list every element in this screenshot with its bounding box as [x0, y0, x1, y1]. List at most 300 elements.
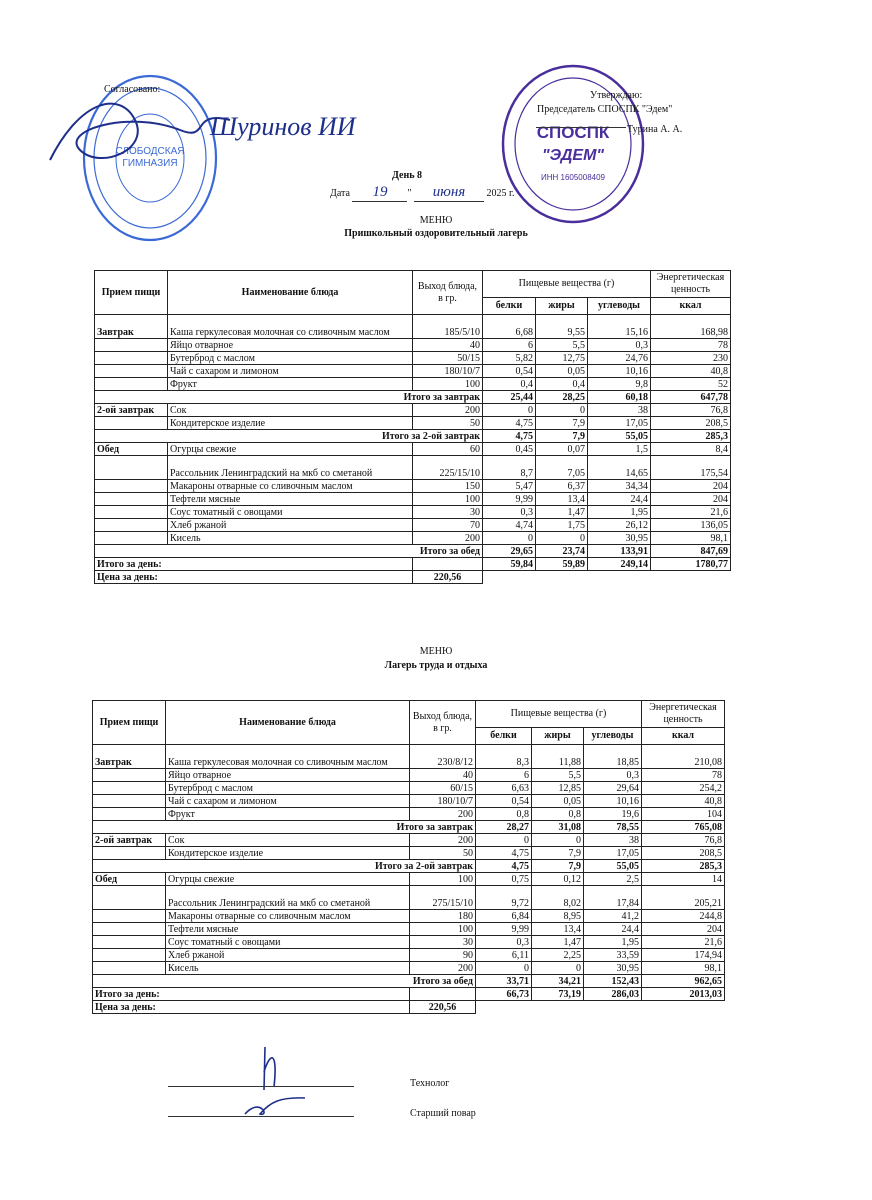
price-day-value: 220,56 [410, 1001, 476, 1014]
cell-yield: 100 [413, 378, 483, 391]
cell-carbs: 78,55 [584, 821, 642, 834]
cell-fat: 6,37 [536, 480, 588, 493]
cell-dish: Сок [166, 834, 410, 847]
cell-kcal: 230 [651, 352, 731, 365]
total-day-protein: 66,73 [476, 988, 532, 1001]
menu-table-1 [94, 270, 731, 584]
svg-text:ГИМНАЗИЯ: ГИМНАЗИЯ [122, 158, 178, 169]
cell-yield: 70 [413, 519, 483, 532]
cell-dish: Хлеб ржаной [166, 949, 410, 962]
col-meal: Прием пищи [95, 271, 168, 315]
cell-fat: 0 [536, 404, 588, 417]
cell-carbs: 34,34 [588, 480, 651, 493]
col-energy: Энергетическая ценность [651, 271, 731, 298]
cell-carbs: 1,95 [584, 936, 642, 949]
cell-yield: 60 [413, 443, 483, 456]
subtotal-label: Итого за завтрак [95, 391, 483, 404]
cell-protein: 0 [476, 834, 532, 847]
price-day-value: 220,56 [413, 571, 483, 584]
col-kcal: ккал [642, 728, 725, 745]
cell-kcal: 78 [642, 769, 725, 782]
cell-dish: Тефтели мясные [168, 493, 413, 506]
svg-text:ИНН 1605008409: ИНН 1605008409 [540, 173, 606, 182]
cell-fat: 5,5 [536, 339, 588, 352]
subtotal-label: Итого за завтрак [93, 821, 476, 834]
cell-carbs: 24,4 [588, 493, 651, 506]
cell-protein: 0 [476, 962, 532, 975]
subtotal-row [95, 391, 731, 404]
cell-yield: 230/8/12 [410, 745, 476, 769]
col-fat: жиры [532, 728, 584, 745]
subtotal-row [95, 545, 731, 558]
cell-kcal: 765,08 [642, 821, 725, 834]
table-row [95, 365, 731, 378]
cell-protein: 25,44 [483, 391, 536, 404]
cell-fat: 13,4 [536, 493, 588, 506]
cell-dish: Рассольник Ленинградский на мкб со сметаной [166, 886, 410, 910]
cell-dish: Рассольник Ленинградский на мкб со сметаной [168, 456, 413, 480]
total-day-carbs: 249,14 [588, 558, 651, 571]
cell-protein: 0,8 [476, 808, 532, 821]
cell-carbs: 1,5 [588, 443, 651, 456]
cell-yield: 50 [413, 417, 483, 430]
cell-yield: 50/15 [413, 352, 483, 365]
total-day-label: Итого за день: [95, 558, 413, 571]
svg-text:Шуринов ИИ: Шуринов ИИ [210, 112, 356, 141]
cell-meal [93, 808, 166, 821]
cell-meal [95, 378, 168, 391]
cell-kcal: 208,5 [642, 847, 725, 860]
cell-meal [95, 339, 168, 352]
table-row [93, 847, 725, 860]
cell-fat: 8,95 [532, 910, 584, 923]
table-row [93, 795, 725, 808]
table-row [93, 910, 725, 923]
cell-carbs: 55,05 [588, 430, 651, 443]
day-number: День 8 [392, 170, 422, 181]
approver-name: Турина А. А. [627, 124, 683, 135]
cell-kcal: 21,6 [651, 506, 731, 519]
cell-fat: 28,25 [536, 391, 588, 404]
cell-fat: 7,9 [532, 860, 584, 873]
table-row [95, 417, 731, 430]
table-row [93, 936, 725, 949]
cell-dish: Кисель [166, 962, 410, 975]
svg-text:"ЭДЕМ": "ЭДЕМ" [541, 147, 605, 164]
cell-meal [93, 886, 166, 910]
col-dish: Наименование блюда [166, 701, 410, 745]
menu-subtitle-1: Пришкольный оздоровительный лагерь [344, 228, 528, 239]
cell-meal: 2-ой завтрак [95, 404, 168, 417]
cell-kcal: 254,2 [642, 782, 725, 795]
cell-dish: Чай с сахаром и лимоном [166, 795, 410, 808]
cell-protein: 0,45 [483, 443, 536, 456]
col-carbs: углеводы [584, 728, 642, 745]
cell-carbs: 60,18 [588, 391, 651, 404]
cell-yield: 100 [413, 493, 483, 506]
cell-dish: Бутерброд с маслом [166, 782, 410, 795]
cell-dish: Соус томатный с овощами [168, 506, 413, 519]
cell-carbs: 29,64 [584, 782, 642, 795]
table-row [95, 443, 731, 456]
signature-cook [240, 1092, 310, 1122]
cell-carbs: 26,12 [588, 519, 651, 532]
cell-fat: 0,07 [536, 443, 588, 456]
menu-title-2: МЕНЮ [419, 646, 453, 657]
cell-kcal: 244,8 [642, 910, 725, 923]
cell-fat: 12,85 [532, 782, 584, 795]
subtotal-label: Итого за 2-ой завтрак [95, 430, 483, 443]
cell-fat: 23,74 [536, 545, 588, 558]
cell-fat: 9,55 [536, 315, 588, 339]
cell-meal [95, 532, 168, 545]
cell-protein: 4,75 [483, 430, 536, 443]
signature-technologist [250, 1042, 290, 1092]
cell-carbs: 0,3 [588, 339, 651, 352]
cell-fat: 1,75 [536, 519, 588, 532]
table-row [93, 782, 725, 795]
cell-kcal: 98,1 [642, 962, 725, 975]
approver-title: Председатель СПОСПК "Эдем" [537, 104, 673, 115]
svg-text:СПОСПК: СПОСПК [536, 123, 610, 142]
cell-kcal: 847,69 [651, 545, 731, 558]
cell-meal [93, 847, 166, 860]
col-yield: Выход блюда, в гр. [410, 701, 476, 745]
table-row [95, 506, 731, 519]
cell-protein: 0,75 [476, 873, 532, 886]
cell-fat: 1,47 [536, 506, 588, 519]
col-protein: белки [476, 728, 532, 745]
subtotal-label: Итого за обед [95, 545, 483, 558]
cell-dish: Фрукт [168, 378, 413, 391]
cell-protein: 4,75 [476, 860, 532, 873]
cell-yield: 50 [410, 847, 476, 860]
cell-kcal: 285,3 [642, 860, 725, 873]
total-day-carbs: 286,03 [584, 988, 642, 1001]
technologist-sign-line [168, 1086, 354, 1087]
cell-yield: 60/15 [410, 782, 476, 795]
cell-kcal: 104 [642, 808, 725, 821]
cell-kcal: 205,21 [642, 886, 725, 910]
cell-kcal: 204 [651, 493, 731, 506]
cell-yield: 185/5/10 [413, 315, 483, 339]
menu-table-2 [92, 700, 725, 1014]
subtotal-row [93, 821, 725, 834]
cell-yield: 100 [410, 873, 476, 886]
cell-kcal: 174,94 [642, 949, 725, 962]
cell-carbs: 17,84 [584, 886, 642, 910]
cell-carbs: 133,91 [588, 545, 651, 558]
cell-yield: 30 [410, 936, 476, 949]
cell-dish: Кондитерское изделие [166, 847, 410, 860]
cell-meal [95, 352, 168, 365]
cell-yield: 225/15/10 [413, 456, 483, 480]
cell-protein: 9,99 [476, 923, 532, 936]
col-nutrients: Пищевые вещества (г) [476, 701, 642, 728]
cell-protein: 6 [483, 339, 536, 352]
cell-dish: Тефтели мясные [166, 923, 410, 936]
cell-protein: 8,7 [483, 456, 536, 480]
cell-fat: 31,08 [532, 821, 584, 834]
cell-meal [95, 365, 168, 378]
cell-carbs: 2,5 [584, 873, 642, 886]
cell-yield: 200 [413, 532, 483, 545]
cell-kcal: 204 [651, 480, 731, 493]
col-meal: Прием пищи [93, 701, 166, 745]
cell-kcal: 76,8 [651, 404, 731, 417]
cell-carbs: 24,4 [584, 923, 642, 936]
cell-fat: 1,47 [532, 936, 584, 949]
svg-text:СЛОБОДСКАЯ: СЛОБОДСКАЯ [115, 146, 185, 157]
cell-kcal: 8,4 [651, 443, 731, 456]
approve-label: Утверждаю: [590, 90, 643, 101]
cell-protein: 4,75 [483, 417, 536, 430]
cell-dish: Огурцы свежие [166, 873, 410, 886]
table-row [95, 456, 731, 480]
cell-yield: 90 [410, 949, 476, 962]
cell-carbs: 33,59 [584, 949, 642, 962]
cell-fat: 12,75 [536, 352, 588, 365]
cell-carbs: 30,95 [588, 532, 651, 545]
subtotal-label: Итого за обед [93, 975, 476, 988]
cell-fat: 7,05 [536, 456, 588, 480]
cell-carbs: 18,85 [584, 745, 642, 769]
cell-carbs: 10,16 [588, 365, 651, 378]
cell-fat: 0,12 [532, 873, 584, 886]
cell-fat: 2,25 [532, 949, 584, 962]
cell-meal: 2-ой завтрак [93, 834, 166, 847]
cell-kcal: 78 [651, 339, 731, 352]
cell-dish: Бутерброд с маслом [168, 352, 413, 365]
cell-yield: 150 [413, 480, 483, 493]
technologist-label: Технолог [410, 1078, 450, 1089]
cell-fat: 11,88 [532, 745, 584, 769]
cell-protein: 4,75 [476, 847, 532, 860]
cell-kcal: 76,8 [642, 834, 725, 847]
table-row [93, 808, 725, 821]
cell-dish: Соус томатный с овощами [166, 936, 410, 949]
cell-kcal: 52 [651, 378, 731, 391]
cell-yield: 200 [413, 404, 483, 417]
cell-fat: 7,9 [536, 430, 588, 443]
cell-carbs: 14,65 [588, 456, 651, 480]
cell-kcal: 21,6 [642, 936, 725, 949]
cell-carbs: 10,16 [584, 795, 642, 808]
cell-yield: 200 [410, 834, 476, 847]
cell-fat: 0,05 [532, 795, 584, 808]
menu-subtitle-2: Лагерь труда и отдыха [384, 660, 488, 671]
cell-protein: 4,74 [483, 519, 536, 532]
cell-meal [93, 936, 166, 949]
cell-yield: 30 [413, 506, 483, 519]
cell-protein: 5,82 [483, 352, 536, 365]
cell-protein: 9,99 [483, 493, 536, 506]
col-carbs: углеводы [588, 298, 651, 315]
cell-meal: Завтрак [95, 315, 168, 339]
cell-protein: 28,27 [476, 821, 532, 834]
cell-fat: 8,02 [532, 886, 584, 910]
table-row [93, 886, 725, 910]
menu-title-1: МЕНЮ [419, 215, 453, 226]
col-yield: Выход блюда, в гр. [413, 271, 483, 315]
table-row [95, 519, 731, 532]
cell-protein: 9,72 [476, 886, 532, 910]
cell-carbs: 9,8 [588, 378, 651, 391]
cell-kcal: 175,54 [651, 456, 731, 480]
cell-kcal: 204 [642, 923, 725, 936]
cell-carbs: 0,3 [584, 769, 642, 782]
cell-carbs: 19,6 [584, 808, 642, 821]
cell-carbs: 38 [588, 404, 651, 417]
cell-dish: Каша геркулесовая молочная со сливочным маслом [166, 745, 410, 769]
cell-kcal: 962,65 [642, 975, 725, 988]
cell-kcal: 40,8 [642, 795, 725, 808]
cell-carbs: 24,76 [588, 352, 651, 365]
table-row [95, 315, 731, 339]
cell-yield: 40 [410, 769, 476, 782]
cell-protein: 33,71 [476, 975, 532, 988]
subtotal-row [93, 975, 725, 988]
table-row [95, 480, 731, 493]
table-row [93, 923, 725, 936]
cell-fat: 34,21 [532, 975, 584, 988]
cell-yield: 275/15/10 [410, 886, 476, 910]
cell-yield: 180/10/7 [410, 795, 476, 808]
price-day-label: Цена за день: [95, 571, 413, 584]
cell-yield: 200 [410, 808, 476, 821]
table-row [95, 378, 731, 391]
cook-sign-line [168, 1116, 354, 1117]
cell-meal [93, 949, 166, 962]
cell-meal [95, 506, 168, 519]
table-row [93, 949, 725, 962]
cell-meal [95, 493, 168, 506]
col-nutrients: Пищевые вещества (г) [483, 271, 651, 298]
cell-protein: 0,3 [476, 936, 532, 949]
cell-dish: Сок [168, 404, 413, 417]
cell-meal [95, 519, 168, 532]
cell-kcal: 136,05 [651, 519, 731, 532]
cell-protein: 0,4 [483, 378, 536, 391]
table-row [93, 873, 725, 886]
cell-yield: 180 [410, 910, 476, 923]
subtotal-row [95, 430, 731, 443]
date-line: Дата 19 " июня 2025 г. [330, 184, 515, 200]
cell-meal: Обед [93, 873, 166, 886]
cell-dish: Кондитерское изделие [168, 417, 413, 430]
cell-dish: Хлеб ржаной [168, 519, 413, 532]
cell-kcal: 208,5 [651, 417, 731, 430]
table-row [93, 745, 725, 769]
subtotal-row [93, 860, 725, 873]
cell-meal: Обед [95, 443, 168, 456]
table-row [95, 404, 731, 417]
cell-yield: 40 [413, 339, 483, 352]
cell-dish: Макароны отварные со сливочным маслом [168, 480, 413, 493]
cell-carbs: 17,05 [584, 847, 642, 860]
table-row [95, 352, 731, 365]
table-row [95, 339, 731, 352]
cell-kcal: 40,8 [651, 365, 731, 378]
cell-meal [93, 769, 166, 782]
cell-carbs: 41,2 [584, 910, 642, 923]
cell-meal: Завтрак [93, 745, 166, 769]
cell-carbs: 38 [584, 834, 642, 847]
price-day-label: Цена за день: [93, 1001, 410, 1014]
table-row [93, 962, 725, 975]
cell-protein: 6,84 [476, 910, 532, 923]
total-day-kcal: 1780,77 [651, 558, 731, 571]
approver-sign-line [536, 127, 626, 128]
cell-meal [95, 417, 168, 430]
cell-protein: 0 [483, 404, 536, 417]
cell-dish: Огурцы свежие [168, 443, 413, 456]
cell-yield: 180/10/7 [413, 365, 483, 378]
approved-label: Согласовано: [104, 84, 161, 95]
cell-carbs: 55,05 [584, 860, 642, 873]
table-row [93, 769, 725, 782]
cell-carbs: 15,16 [588, 315, 651, 339]
cell-protein: 0,54 [476, 795, 532, 808]
total-day-protein: 59,84 [483, 558, 536, 571]
cell-fat: 7,9 [536, 417, 588, 430]
col-kcal: ккал [651, 298, 731, 315]
col-fat: жиры [536, 298, 588, 315]
table-row [95, 532, 731, 545]
col-protein: белки [483, 298, 536, 315]
cell-dish: Макароны отварные со сливочным маслом [166, 910, 410, 923]
cell-carbs: 30,95 [584, 962, 642, 975]
cell-meal [95, 480, 168, 493]
cell-fat: 0 [536, 532, 588, 545]
cell-dish: Чай с сахаром и лимоном [168, 365, 413, 378]
table-row [93, 834, 725, 847]
cell-fat: 0 [532, 962, 584, 975]
cell-protein: 5,47 [483, 480, 536, 493]
cell-meal [93, 795, 166, 808]
total-day-kcal: 2013,03 [642, 988, 725, 1001]
cell-meal [93, 782, 166, 795]
cell-protein: 29,65 [483, 545, 536, 558]
cell-kcal: 14 [642, 873, 725, 886]
cell-protein: 6,11 [476, 949, 532, 962]
cell-meal [93, 962, 166, 975]
total-day-fat: 59,89 [536, 558, 588, 571]
cell-dish: Каша геркулесовая молочная со сливочным маслом [168, 315, 413, 339]
signature-approver [40, 90, 380, 180]
subtotal-label: Итого за 2-ой завтрак [93, 860, 476, 873]
col-energy: Энергетическая ценность [642, 701, 725, 728]
cell-dish: Кисель [168, 532, 413, 545]
cell-protein: 0,3 [483, 506, 536, 519]
cell-yield: 200 [410, 962, 476, 975]
cell-meal [93, 923, 166, 936]
cell-fat: 7,9 [532, 847, 584, 860]
cook-label: Старший повар [410, 1108, 476, 1119]
cell-meal [95, 456, 168, 480]
cell-dish: Яйцо отварное [168, 339, 413, 352]
total-day-fat: 73,19 [532, 988, 584, 1001]
cell-yield: 100 [410, 923, 476, 936]
cell-protein: 8,3 [476, 745, 532, 769]
cell-fat: 0,8 [532, 808, 584, 821]
cell-kcal: 210,08 [642, 745, 725, 769]
cell-fat: 0,05 [536, 365, 588, 378]
cell-protein: 6,63 [476, 782, 532, 795]
cell-protein: 6 [476, 769, 532, 782]
cell-dish: Фрукт [166, 808, 410, 821]
cell-kcal: 98,1 [651, 532, 731, 545]
